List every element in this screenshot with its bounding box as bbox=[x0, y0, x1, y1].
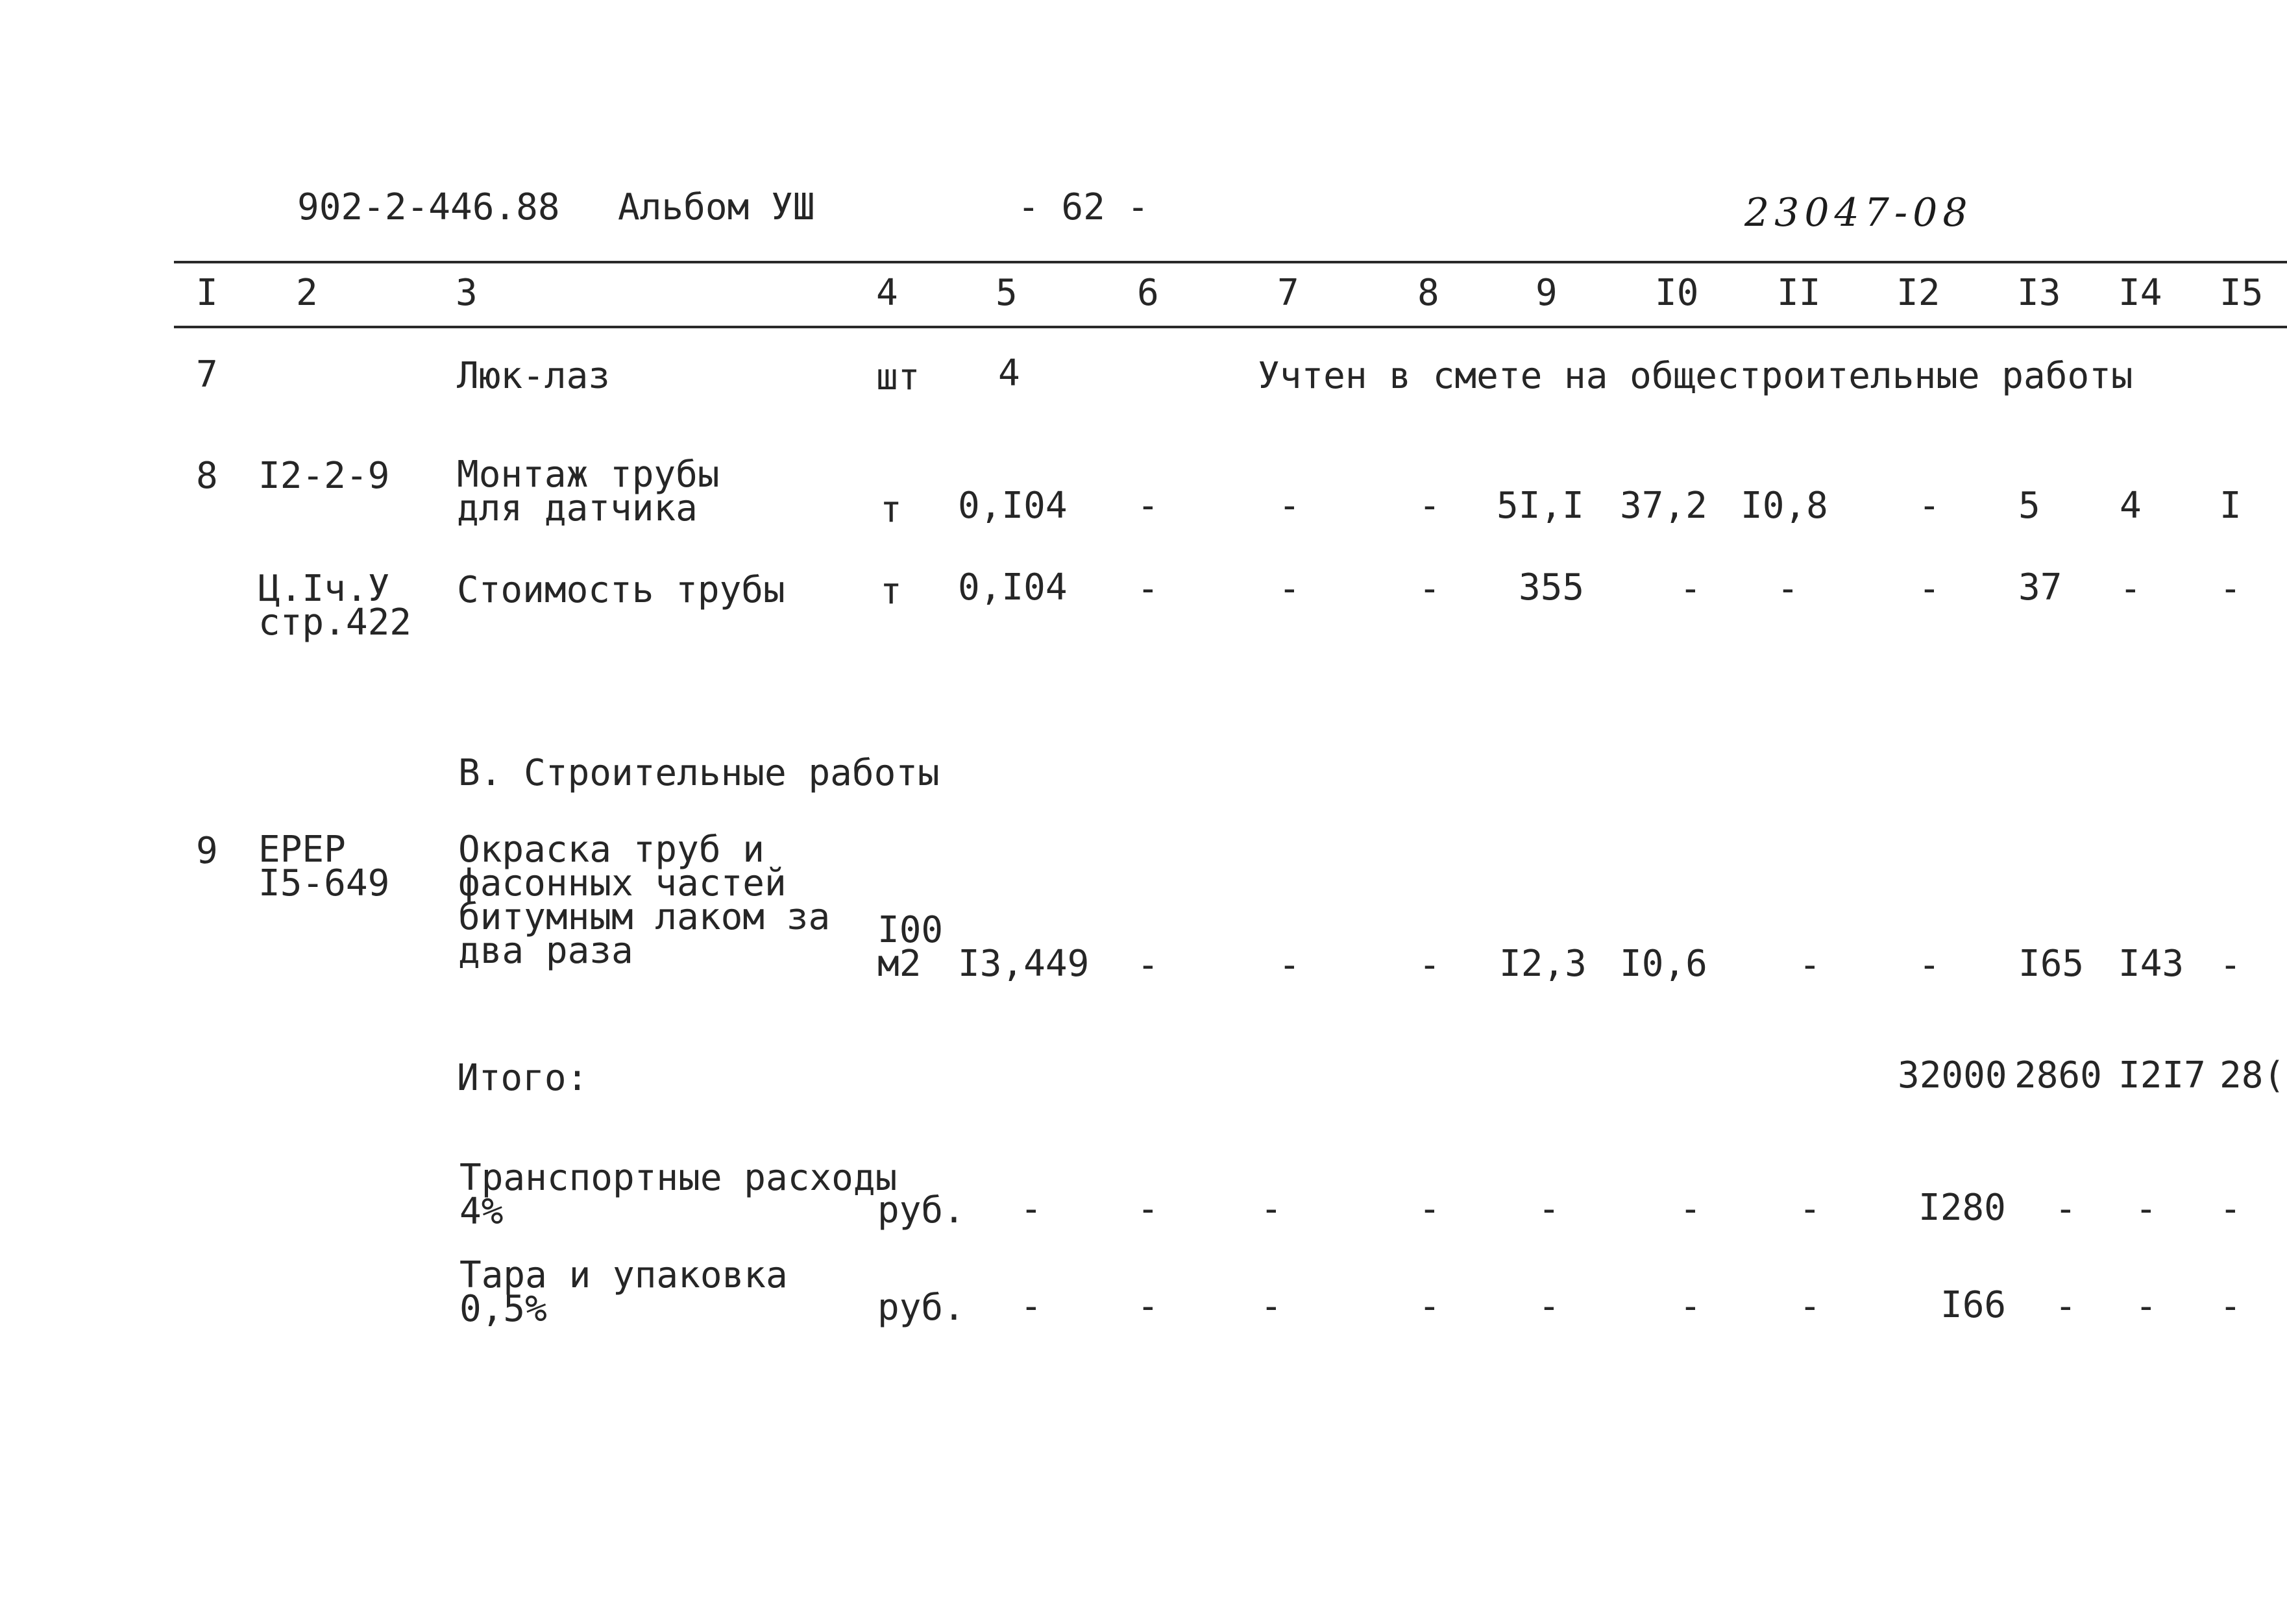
item-name: Тара и упаковка 0,5% bbox=[459, 1254, 788, 1330]
unit: т bbox=[880, 570, 902, 612]
col-header: I bbox=[196, 272, 218, 314]
col-header: I3 bbox=[2017, 272, 2061, 314]
cell-14: I2I7 bbox=[2118, 1054, 2206, 1097]
page-number: - 62 - bbox=[1018, 186, 1149, 228]
cell-10: - bbox=[1680, 1285, 1702, 1327]
cell-11: - bbox=[1799, 1285, 1821, 1327]
album-label: Альбом УШ bbox=[618, 186, 815, 228]
cell-6: - bbox=[1137, 485, 1159, 527]
code-reference: Ц.Iч.У стр.422 bbox=[258, 568, 412, 644]
col-header: 7 bbox=[1277, 272, 1299, 314]
table-header-rule bbox=[174, 326, 2287, 328]
cell-8: - bbox=[1419, 944, 1441, 986]
cell-10: 37,2 bbox=[1620, 485, 1707, 527]
col-header: II bbox=[1777, 272, 1821, 314]
col-header: 6 bbox=[1137, 272, 1159, 314]
cell-14: I43 bbox=[2118, 943, 2184, 985]
cell-12: - bbox=[1918, 568, 1940, 610]
cell-11: - bbox=[1799, 1188, 1821, 1230]
total-label: Итого: bbox=[457, 1057, 589, 1099]
col-header: I0 bbox=[1655, 272, 1699, 314]
cell-6: - bbox=[1137, 568, 1159, 610]
cell-15: I bbox=[2220, 485, 2242, 527]
cell-6: - bbox=[1137, 944, 1159, 986]
code-reference: ЕРЕР I5-649 bbox=[258, 829, 390, 904]
cell-11: I0,8 bbox=[1741, 485, 1828, 527]
cell-7: - bbox=[1260, 1188, 1282, 1230]
quantity: 4 bbox=[998, 352, 1020, 394]
cell-8: - bbox=[1419, 485, 1441, 527]
col-header: I5 bbox=[2220, 272, 2264, 314]
cell-13: 2860 bbox=[2014, 1054, 2102, 1097]
cell-13: 5 bbox=[2018, 485, 2040, 527]
cell-13: 37 bbox=[2018, 566, 2062, 609]
cell-14: - bbox=[2135, 1188, 2157, 1230]
cell-14: - bbox=[2120, 568, 2142, 610]
item-name: Монтаж трубы для датчика bbox=[457, 454, 720, 529]
item-name: Окраска труб и фасонных частей битумным лаком за два раза bbox=[458, 829, 831, 972]
row-number: 7 bbox=[196, 354, 218, 396]
handwritten-number: 23047-08 bbox=[1744, 190, 1973, 236]
cell-14: 4 bbox=[2120, 485, 2142, 527]
quantity: 0,I04 bbox=[958, 566, 1068, 609]
cell-13: I65 bbox=[2018, 943, 2085, 985]
cell-9: - bbox=[1538, 1188, 1560, 1230]
item-name: Стоимость трубы bbox=[457, 569, 785, 611]
col-header: 2 bbox=[296, 272, 318, 314]
col-header: 4 bbox=[876, 272, 898, 314]
table-top-rule bbox=[174, 261, 2287, 263]
unit: руб. bbox=[877, 1189, 965, 1231]
col-header: 5 bbox=[996, 272, 1018, 314]
section-heading: В. Строительные работы bbox=[458, 752, 940, 794]
col-header: 8 bbox=[1417, 272, 1439, 314]
cell-13: - bbox=[2055, 1188, 2077, 1230]
cell-11: - bbox=[1799, 944, 1821, 986]
unit: I00 м2 bbox=[877, 909, 944, 985]
cell-7: - bbox=[1278, 944, 1301, 986]
col-header: 9 bbox=[1535, 272, 1558, 314]
col-header: 3 bbox=[456, 272, 478, 314]
cell-5: - bbox=[1020, 1285, 1042, 1327]
col-header: I2 bbox=[1896, 272, 1940, 314]
cell-15: - bbox=[2220, 944, 2242, 986]
cell-15: - bbox=[2220, 1285, 2242, 1327]
cell-10: - bbox=[1680, 1188, 1702, 1230]
cell-7: - bbox=[1278, 568, 1301, 610]
item-name: Транспортные расходы 4% bbox=[459, 1157, 898, 1233]
cell-12: I66 bbox=[1940, 1284, 2007, 1326]
cell-6: - bbox=[1137, 1188, 1159, 1230]
row-number: 8 bbox=[196, 455, 218, 497]
cell-5: - bbox=[1020, 1188, 1042, 1230]
cell-11: - bbox=[1777, 568, 1799, 610]
unit: шт bbox=[876, 356, 920, 398]
cell-7: - bbox=[1278, 485, 1301, 527]
cell-9: - bbox=[1538, 1285, 1560, 1327]
cell-12: 32000 bbox=[1898, 1054, 2007, 1097]
cell-7: - bbox=[1260, 1285, 1282, 1327]
cell-15: - bbox=[2220, 1188, 2242, 1230]
quantity: 0,I04 bbox=[958, 485, 1068, 527]
cell-8: - bbox=[1419, 1285, 1441, 1327]
cell-12: - bbox=[1918, 944, 1940, 986]
cell-10: - bbox=[1680, 568, 1702, 610]
cell-15: - bbox=[2220, 568, 2242, 610]
cell-9: 355 bbox=[1519, 566, 1585, 609]
cell-9: I2,3 bbox=[1499, 943, 1587, 985]
item-name: Люк-лаз bbox=[457, 355, 611, 397]
cell-12: - bbox=[1918, 485, 1940, 527]
cell-8: - bbox=[1419, 1188, 1441, 1230]
cell-12: I280 bbox=[1918, 1187, 2006, 1229]
cell-10: I0,6 bbox=[1620, 943, 1707, 985]
cell-8: - bbox=[1419, 568, 1441, 610]
unit: руб. bbox=[877, 1287, 965, 1329]
cell-14: - bbox=[2135, 1285, 2157, 1327]
quantity: I3,449 bbox=[958, 943, 1090, 985]
cell-15: 28( bbox=[2220, 1054, 2286, 1097]
unit: т bbox=[880, 489, 902, 531]
cell-6: - bbox=[1137, 1285, 1159, 1327]
code-reference: I2-2-9 bbox=[258, 455, 390, 497]
cell-13: - bbox=[2055, 1285, 2077, 1327]
row-note: Учтен в смете на общестроительные работы bbox=[1258, 355, 2133, 397]
row-number: 9 bbox=[196, 830, 218, 872]
document-code: 902-2-446.88 bbox=[297, 186, 560, 228]
cell-9: 5I,I bbox=[1497, 485, 1584, 527]
col-header: I4 bbox=[2118, 272, 2162, 314]
